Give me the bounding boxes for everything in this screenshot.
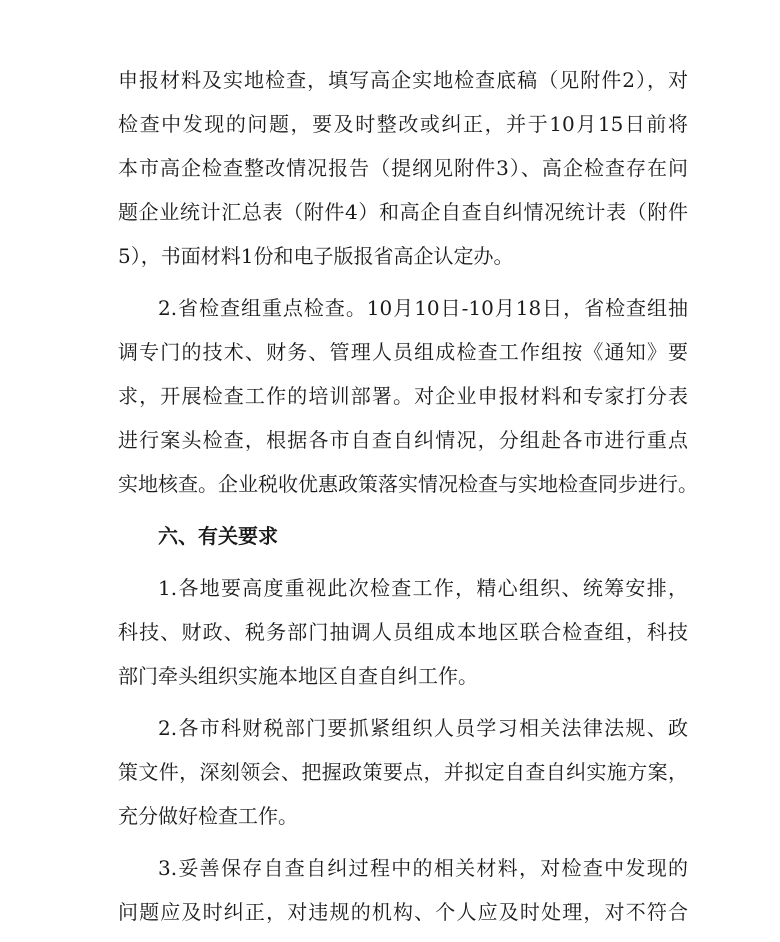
text-line: 题企业统计汇总表（附件4）和高企自查自纠情况统计表（附件 xyxy=(118,200,688,224)
paragraph-requirement-2 xyxy=(118,706,688,838)
text-line: 调专门的技术、财务、管理人员组成检查工作组按《通知》要 xyxy=(118,340,688,364)
section-heading: 六、有关要求 xyxy=(158,524,278,548)
text-line: 申报材料及实地检查，填写高企实地检查底稿（见附件2），对 xyxy=(118,68,688,92)
text-line: 部门牵头组织实施本地区自查自纠工作。 xyxy=(118,664,478,688)
paragraph-submission-materials xyxy=(118,58,688,278)
text-line: 1.各地要高度重视此次检查工作，精心组织、统筹安排， xyxy=(158,576,688,600)
text-line: 2.省检查组重点检查。10月10日-10月18日，省检查组抽 xyxy=(158,296,688,320)
text-line: 2.各市科财税部门要抓紧组织人员学习相关法律法规、政 xyxy=(158,716,688,740)
text-line: 3.妥善保存自查自纠过程中的相关材料，对检查中发现的 xyxy=(158,856,688,880)
text-line: 科技、财政、税务部门抽调人员组成本地区联合检查组，科技 xyxy=(118,620,688,644)
text-line: 充分做好检查工作。 xyxy=(118,804,298,828)
text-line: 本市高企检查整改情况报告（提纲见附件3）、高企检查存在问 xyxy=(118,156,688,180)
text-line: 问题应及时纠正，对违规的机构、个人应及时处理，对不符合 xyxy=(118,900,688,924)
text-line: 进行案头检查，根据各市自查自纠情况，分组赴各市进行重点 xyxy=(118,428,688,452)
text-line: 实地核查。企业税收优惠政策落实情况检查与实地检查同步进行。 xyxy=(118,472,698,496)
text-line: 5），书面材料1份和电子版报省高企认定办。 xyxy=(118,244,514,268)
text-line: 策文件，深刻领会、把握政策要点，并拟定自查自纠实施方案， xyxy=(118,760,688,784)
document-body xyxy=(118,58,698,942)
paragraph-requirement-3 xyxy=(118,846,688,934)
text-line: 求，开展检查工作的培训部署。对企业申报材料和专家打分表 xyxy=(118,384,688,408)
paragraph-provincial-inspection xyxy=(118,286,698,506)
paragraph-requirement-1 xyxy=(118,566,688,698)
text-line: 检查中发现的问题，要及时整改或纠正，并于10月15日前将 xyxy=(118,112,688,136)
